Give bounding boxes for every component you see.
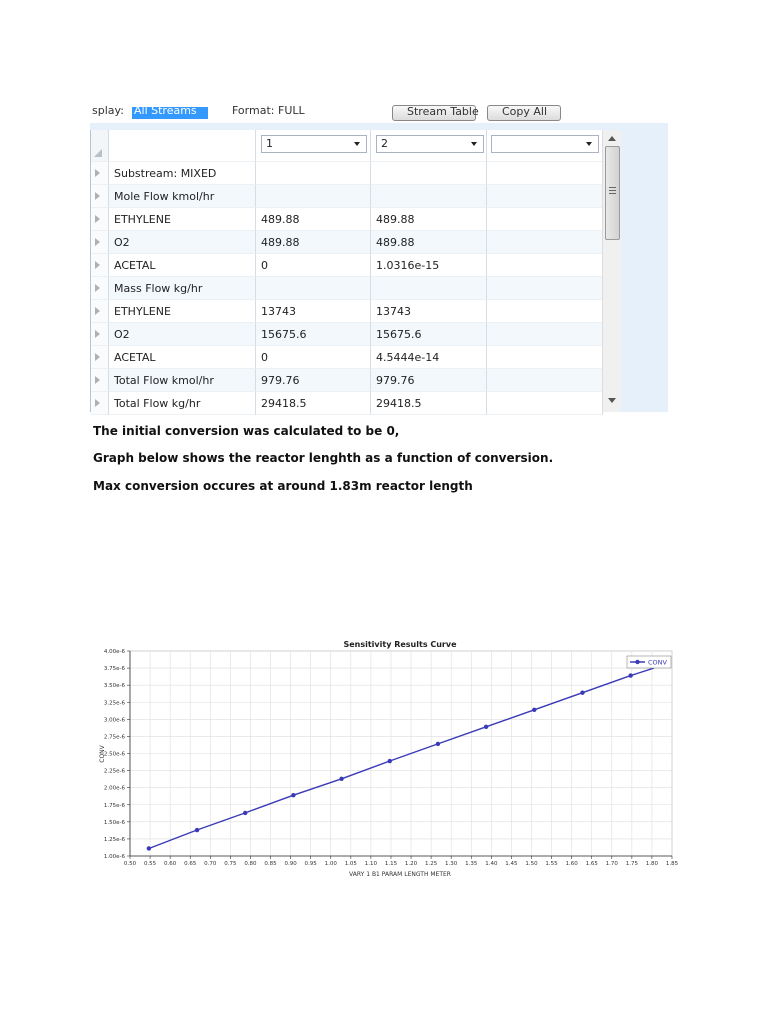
row-selector[interactable] [91, 185, 109, 208]
x-tick-label: 1.30 [445, 861, 458, 867]
row-selector[interactable] [91, 369, 109, 392]
x-tick-label: 0.85 [264, 861, 277, 867]
table-cell[interactable] [487, 300, 603, 323]
row-expand-arrow-icon [95, 169, 100, 177]
y-tick-label: 1.25e-6 [103, 836, 125, 843]
x-tick-label: 1.55 [545, 861, 558, 867]
x-tick-label: 0.80 [244, 861, 257, 867]
table-cell[interactable] [487, 346, 603, 369]
table-cell[interactable] [371, 277, 487, 300]
y-tick-label: 1.50e-6 [103, 819, 125, 826]
row-selector[interactable] [91, 392, 109, 415]
stream-table-button[interactable] [392, 105, 479, 121]
paragraph-graph-description: Graph below shows the reactor lenghth as a function of conversion. [93, 451, 554, 465]
table-cell[interactable]: 13743 [371, 300, 487, 323]
legend-series-label: CONV [648, 658, 667, 667]
y-tick-label: 1.00e-6 [103, 854, 125, 860]
table-cell[interactable]: 0 [256, 346, 371, 369]
row-label: ACETAL [109, 346, 256, 369]
row-expand-arrow-icon [95, 261, 100, 269]
x-tick-label: 1.65 [585, 861, 598, 867]
x-tick-label: 1.40 [485, 861, 498, 867]
x-tick-label: 0.95 [304, 861, 317, 867]
row-selector[interactable] [91, 323, 109, 346]
row-expand-arrow-icon [95, 330, 100, 338]
row-expand-arrow-icon [95, 238, 100, 246]
table-cell[interactable] [487, 208, 603, 231]
stream-column-3-combo[interactable] [491, 135, 599, 153]
row-expand-arrow-icon [95, 192, 100, 200]
y-tick-label: 2.50e-6 [103, 751, 125, 758]
legend-marker-icon [635, 660, 639, 664]
table-cell[interactable]: 979.76 [371, 369, 487, 392]
table-cell[interactable] [256, 162, 371, 185]
row-label: O2 [109, 323, 256, 346]
data-point [580, 690, 584, 694]
format-label: Format: [232, 104, 275, 117]
x-tick-label: 1.70 [605, 861, 618, 867]
row-selector[interactable] [91, 277, 109, 300]
row-label: Mole Flow kmol/hr [109, 185, 256, 208]
x-tick-label: 1.15 [384, 861, 398, 867]
stream-table-button-label: Stream Table [407, 105, 479, 118]
row-label: Mass Flow kg/hr [109, 277, 256, 300]
row-label: O2 [109, 231, 256, 254]
x-tick-label: 0.70 [204, 861, 217, 867]
data-point [243, 811, 247, 815]
format-select-value[interactable]: FULL [278, 104, 305, 117]
stream-column-1-combo[interactable] [261, 135, 367, 153]
table-cell[interactable] [371, 162, 487, 185]
row-expand-arrow-icon [95, 307, 100, 315]
table-vertical-scrollbar[interactable] [602, 130, 621, 412]
scroll-up-icon[interactable] [608, 136, 616, 141]
y-tick-label: 3.25e-6 [103, 700, 125, 707]
table-cell[interactable] [256, 185, 371, 208]
x-tick-label: 1.50 [525, 861, 538, 867]
data-point [628, 673, 632, 677]
y-tick-label: 3.75e-6 [103, 666, 125, 673]
x-tick-label: 0.60 [164, 861, 177, 867]
x-tick-label: 0.65 [184, 861, 197, 867]
table-cell[interactable]: 489.88 [371, 231, 487, 254]
row-header-column [109, 130, 256, 162]
chevron-down-icon [354, 142, 360, 146]
x-tick-label: 1.25 [424, 861, 438, 867]
x-tick-label: 1.80 [645, 861, 659, 867]
table-cell[interactable]: 15675.6 [371, 323, 487, 346]
row-selector[interactable] [91, 162, 109, 185]
x-tick-label: 1.10 [364, 861, 378, 867]
table-cell[interactable] [487, 231, 603, 254]
y-tick-label: 3.00e-6 [103, 717, 125, 724]
row-selector[interactable] [91, 254, 109, 277]
table-cell[interactable] [487, 277, 603, 300]
row-label: Total Flow kmol/hr [109, 369, 256, 392]
paragraph-initial-conversion: The initial conversion was calculated to be 0, [93, 424, 400, 438]
data-point [388, 759, 392, 763]
data-point [532, 708, 536, 712]
corner-cell[interactable] [91, 130, 109, 162]
table-cell[interactable]: 29418.5 [371, 392, 487, 415]
table-cell[interactable] [487, 392, 603, 415]
x-tick-label: 1.75 [625, 861, 638, 867]
table-cell[interactable]: 1.0316e-15 [371, 254, 487, 277]
y-tick-label: 2.00e-6 [103, 785, 125, 792]
table-cell[interactable] [487, 369, 603, 392]
y-tick-label: 2.25e-6 [103, 768, 125, 775]
select-all-triangle-icon [94, 149, 102, 157]
data-point [195, 828, 199, 832]
row-selector[interactable] [91, 208, 109, 231]
table-cell[interactable] [487, 185, 603, 208]
table-cell[interactable]: 489.88 [371, 208, 487, 231]
copy-all-button-label: Copy All [502, 105, 548, 118]
table-cell[interactable] [371, 185, 487, 208]
row-expand-arrow-icon [95, 284, 100, 292]
y-tick-label: 2.75e-6 [103, 734, 125, 741]
x-tick-label: 0.55 [143, 861, 157, 867]
x-tick-label: 0.90 [284, 861, 297, 867]
row-label: ACETAL [109, 254, 256, 277]
x-tick-label: 1.05 [344, 861, 357, 867]
data-point [147, 846, 151, 850]
table-cell[interactable] [487, 162, 603, 185]
data-point [484, 725, 488, 729]
table-cell[interactable]: 979.76 [256, 369, 371, 392]
row-expand-arrow-icon [95, 376, 100, 384]
chart-title: Sensitivity Results Curve [343, 640, 457, 649]
stream-column-2-header [371, 130, 487, 162]
x-tick-label: 1.20 [404, 861, 418, 867]
stream-table-grid [90, 130, 621, 412]
table-cell[interactable]: 15675.6 [256, 323, 371, 346]
row-selector[interactable] [91, 300, 109, 323]
y-tick-label: 4.00e-6 [103, 649, 125, 655]
chevron-down-icon [586, 142, 592, 146]
row-expand-arrow-icon [95, 353, 100, 361]
row-selector[interactable] [91, 346, 109, 369]
table-cell[interactable]: 489.88 [256, 208, 371, 231]
x-axis-label: VARY 1 B1 PARAM LENGTH METER [349, 871, 451, 878]
row-selector[interactable] [91, 231, 109, 254]
paragraph-max-conversion: Max conversion occures at around 1.83m reactor length [93, 479, 473, 493]
table-cell[interactable]: 4.5444e-14 [371, 346, 487, 369]
x-tick-label: 0.75 [224, 861, 237, 867]
row-label: Total Flow kg/hr [109, 392, 256, 415]
table-cell[interactable] [487, 254, 603, 277]
x-tick-label: 1.60 [565, 861, 578, 867]
stream-column-2-combo[interactable] [376, 135, 484, 153]
sensitivity-results-chart [100, 636, 678, 882]
row-label: Substream: MIXED [109, 162, 256, 185]
data-point [339, 777, 343, 781]
x-tick-label: 0.50 [123, 861, 137, 867]
x-tick-label: 1.35 [465, 861, 478, 867]
stream-column-1-value: 1 [266, 137, 273, 150]
chart-legend [627, 656, 671, 668]
table-cell[interactable] [256, 277, 371, 300]
table-cell[interactable]: 29418.5 [256, 392, 371, 415]
results-toolbar [90, 104, 668, 123]
table-cell[interactable]: 13743 [256, 300, 371, 323]
scroll-down-icon[interactable] [608, 398, 616, 403]
y-tick-label: 3.50e-6 [103, 683, 125, 690]
x-tick-label: 1.45 [505, 861, 518, 867]
stream-column-2-value: 2 [381, 137, 388, 150]
x-tick-label: 1.85 [665, 861, 679, 867]
row-label: ETHYLENE [109, 300, 256, 323]
stream-column-3-header [487, 130, 603, 162]
copy-all-button[interactable] [487, 105, 561, 121]
x-tick-label: 1.00 [324, 861, 337, 867]
stream-column-1-header [256, 130, 371, 162]
row-label: ETHYLENE [109, 208, 256, 231]
data-point [291, 793, 295, 797]
table-cell[interactable] [487, 323, 603, 346]
row-expand-arrow-icon [95, 215, 100, 223]
table-cell[interactable]: 0 [256, 254, 371, 277]
chevron-down-icon [471, 142, 477, 146]
y-tick-label: 1.75e-6 [103, 802, 125, 809]
row-expand-arrow-icon [95, 399, 100, 407]
display-label: splay: [92, 104, 124, 117]
table-cell[interactable]: 489.88 [256, 231, 371, 254]
y-axis-label: CONV [99, 745, 106, 763]
display-select-value: All Streams [134, 104, 197, 117]
scrollbar-thumb[interactable] [605, 146, 620, 240]
data-point [436, 742, 440, 746]
stream-table-screenshot [90, 104, 668, 412]
